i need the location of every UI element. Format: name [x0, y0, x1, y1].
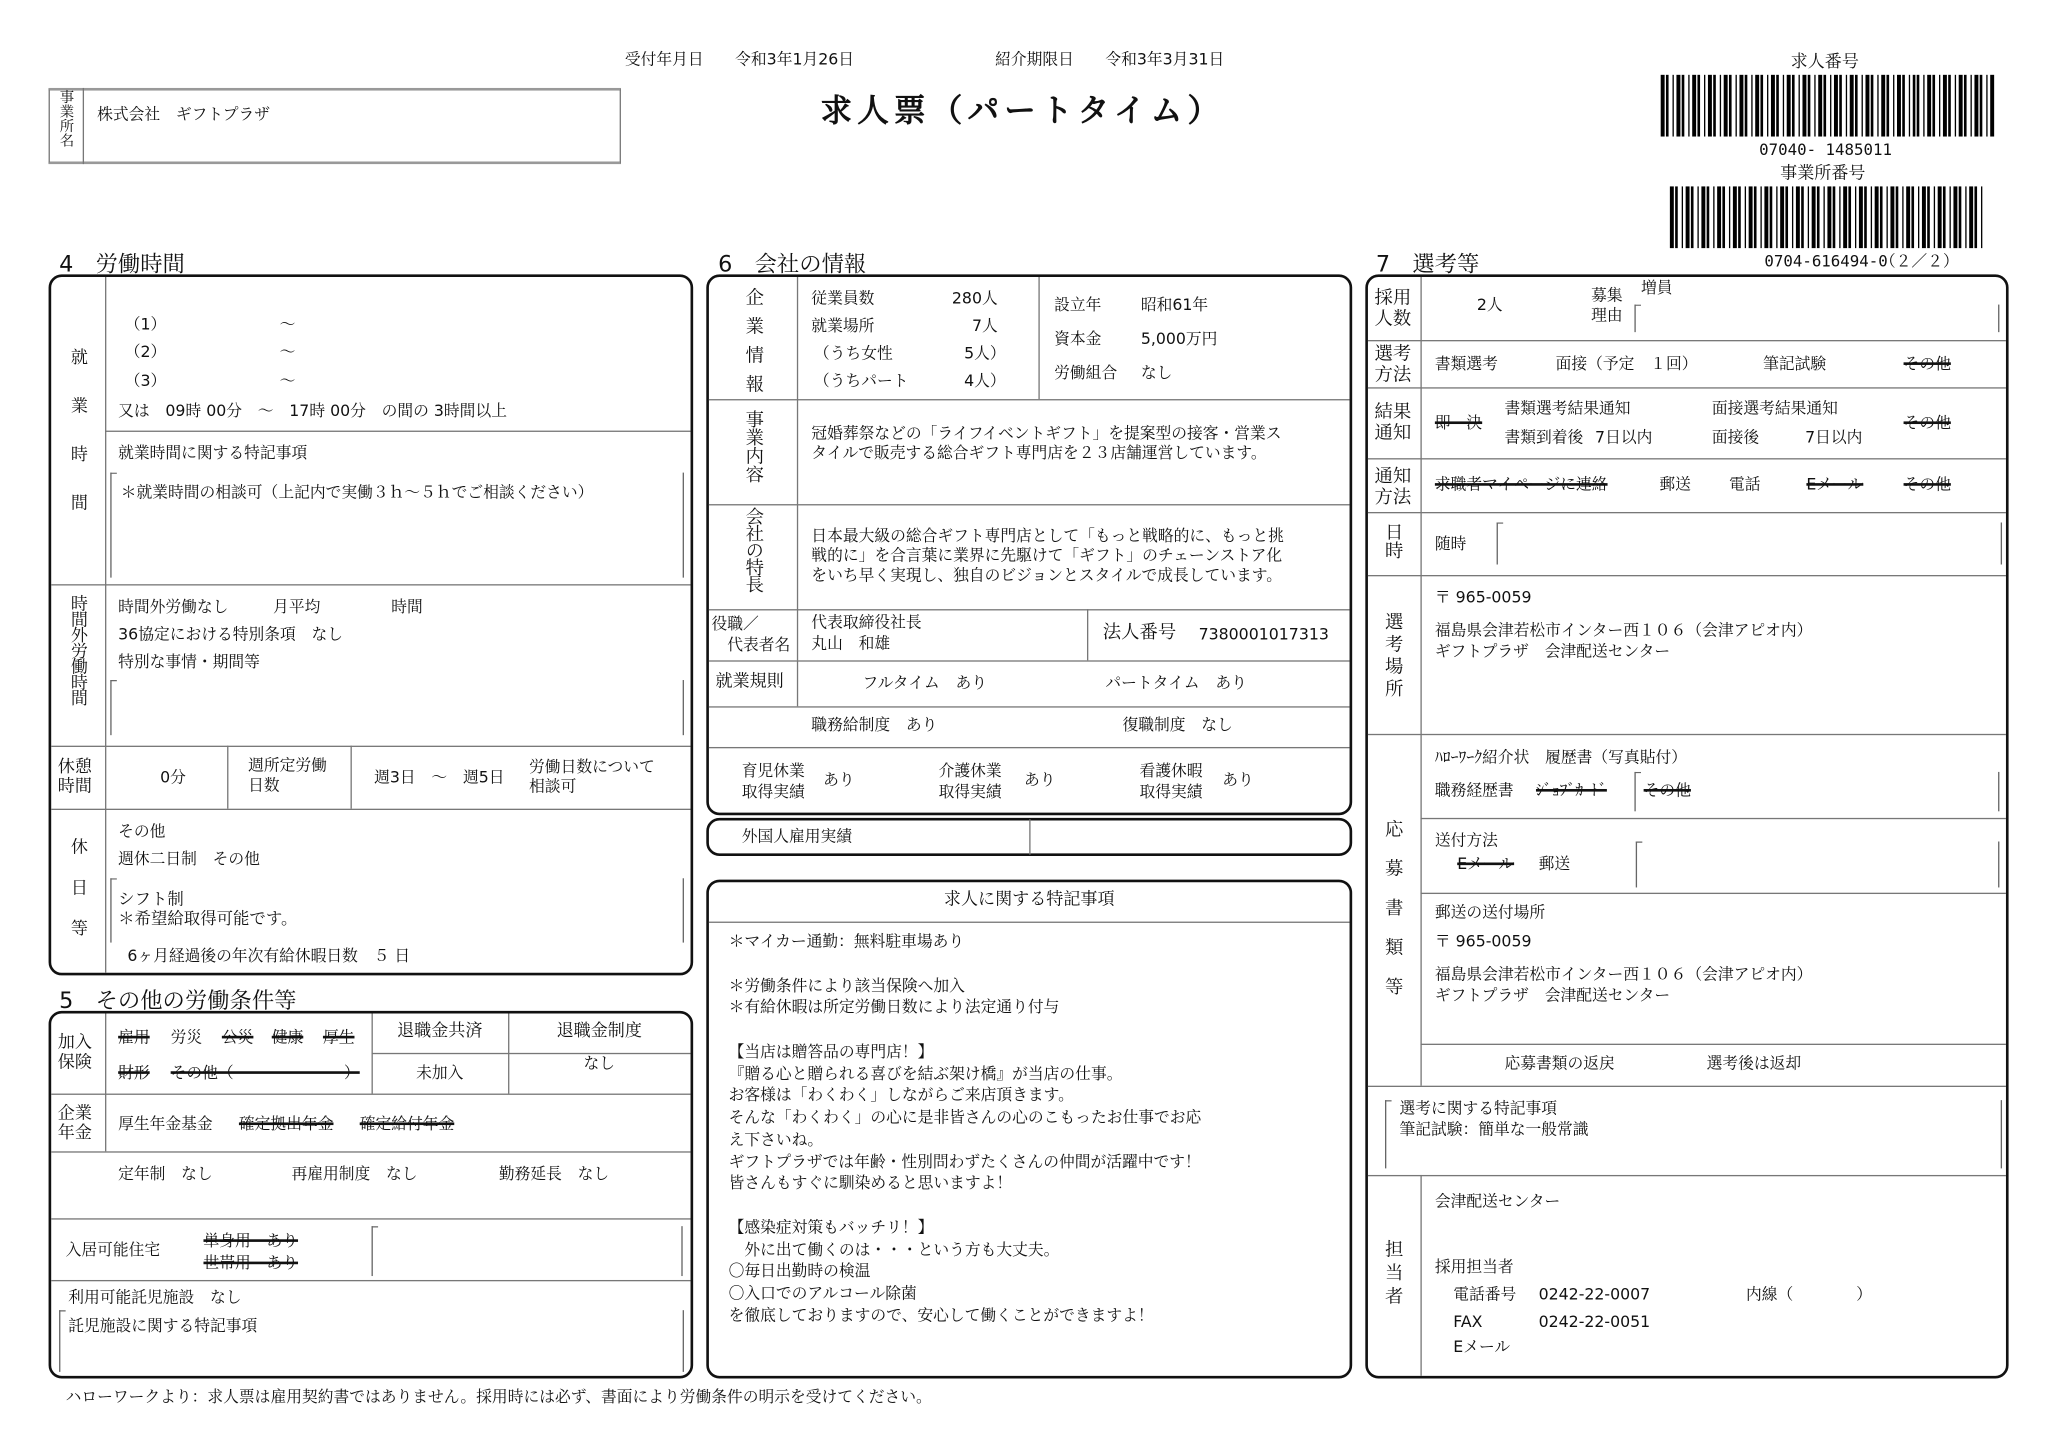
barcode-bar — [1729, 75, 1732, 137]
feature-label: 会社の特長 — [743, 506, 765, 593]
barcode-bar — [1786, 75, 1790, 137]
contact-label: 担当者 — [1382, 1239, 1404, 1311]
barcode-bar — [1934, 186, 1935, 248]
female-count: 5人） — [964, 343, 1006, 363]
barcode-bar — [1943, 186, 1946, 248]
retirement-age: 定年制 なし — [118, 1164, 213, 1183]
deadline-label: 紹介期限日 — [995, 49, 1074, 69]
overtime-avg-unit: 時間 — [391, 597, 423, 616]
barcode-bar — [1670, 186, 1674, 248]
reason-frame — [1634, 305, 1999, 333]
barcode-bar — [1760, 186, 1761, 248]
barcode-bar — [1843, 186, 1847, 248]
send-frame — [1636, 842, 2000, 888]
work-hours-label: 就業時間 — [66, 347, 87, 543]
barcode-bar — [1767, 75, 1768, 137]
company-label: 事業所名 — [57, 89, 75, 148]
insurance-public: 公災 — [221, 1027, 254, 1047]
barcode-bar — [1749, 186, 1753, 248]
result-label: 結果 通知 — [1374, 401, 1412, 444]
barcode-bar — [1717, 186, 1721, 248]
company-name-box — [49, 88, 621, 164]
barcode-bar — [1823, 75, 1826, 137]
received-label: 受付年月日 — [624, 49, 704, 69]
deadline-date: 令和3年3月31日 — [1105, 49, 1225, 69]
barcode-bar — [1908, 75, 1909, 137]
retirement-system-label: 退職金制度 — [556, 1021, 642, 1042]
slot-1: （1） — [124, 315, 167, 334]
mail-address-2: ギフトプラザ 会津配送センター — [1434, 985, 1671, 1005]
overtime-avg-label: 月平均 — [273, 597, 321, 616]
section-7-title: 7 選考等 — [1375, 252, 1480, 279]
barcode-bar — [1975, 75, 1979, 137]
send-post: 郵送 — [1538, 854, 1571, 874]
barcode-bar — [1848, 186, 1851, 248]
flexible-hours: 又は 09時 00分 ～ 17時 00分 の間の 3時間以上 — [118, 401, 507, 421]
extension: 内線（ ） — [1746, 1285, 1873, 1304]
barcode-bar — [1818, 75, 1822, 137]
barcode-bar — [1877, 75, 1878, 137]
pension-fund: 厚生年金基金 — [118, 1114, 213, 1133]
company-info-label: 企業情報 — [743, 287, 765, 404]
fax-label: FAX — [1453, 1312, 1483, 1332]
slot-3-tilde: ～ — [279, 371, 296, 390]
phone-label: 電話番号 — [1453, 1285, 1517, 1304]
method-documents: 書類選考 — [1434, 354, 1498, 373]
representative-label: 役職／ 代表者名 — [711, 614, 791, 654]
barcode-bar — [1849, 75, 1853, 137]
holiday-weekly: 週休二日制 その他 — [118, 849, 260, 868]
work-rules-full: フルタイム あり — [862, 673, 987, 692]
barcode-bar — [1735, 75, 1736, 137]
barcode-bar — [1875, 186, 1879, 248]
selection-box — [1365, 274, 2008, 1378]
barcode-bar — [1886, 75, 1889, 137]
barcode-bar — [1676, 75, 1680, 137]
section-5-title: 5 その他の労働条件等 — [59, 988, 297, 1015]
barcode-bar — [1729, 186, 1730, 248]
reason-label: 募集 理由 — [1591, 286, 1623, 325]
founded-year: 昭和61年 — [1140, 295, 1209, 314]
barcode-bar — [1792, 186, 1793, 248]
barcode-bar — [1814, 75, 1815, 137]
barcode-bar — [1760, 75, 1763, 137]
barcode-bar — [1991, 75, 1995, 137]
break-value: 0分 — [160, 767, 186, 787]
contact-person-label: 採用担当者 — [1434, 1257, 1514, 1277]
barcode-bar — [1812, 186, 1816, 248]
barcode-bar — [1880, 186, 1883, 248]
barcode-bar — [1720, 75, 1721, 137]
sick-leave-label: 看護休暇 取得実績 — [1139, 761, 1203, 801]
job-number-barcode — [1661, 75, 1996, 137]
insurance-health: 健康 — [271, 1027, 304, 1047]
barcode-bar — [1785, 186, 1788, 248]
documents-other: その他 — [1643, 781, 1691, 800]
barcode-bar — [1949, 75, 1952, 137]
childcare-leave-label: 育児休業 取得実績 — [741, 761, 805, 801]
slot-3: （3） — [124, 371, 167, 390]
section-4-title: 4 労働時間 — [59, 252, 185, 279]
method-written-test: 筆記試験 — [1763, 354, 1827, 373]
send-method-label: 送付方法 — [1434, 831, 1498, 850]
barcode-bar — [1672, 75, 1673, 137]
barcode-bar — [1981, 186, 1982, 248]
childcare-note-label: 託児施設に関する特記事項 — [68, 1316, 258, 1336]
method-interview: 面接（予定 １回） — [1555, 354, 1698, 373]
holiday-type: その他 — [118, 821, 166, 841]
place-zip: 〒 965-0059 — [1434, 588, 1532, 607]
barcode-bar — [1987, 75, 1988, 137]
business-label: 事業内容 — [743, 409, 765, 484]
result-doc-label: 書類選考結果通知 — [1504, 399, 1631, 418]
employees-label: 従業員数 — [811, 288, 875, 308]
job-notes-body: ＊マイカー通勤：無料駐車場あり ＊労働条件により該当保険へ加入 ＊有給休暇は所定労働日数により法定通り付与 【当店は贈答品の専門店！】 『贈る心と贈られる喜びを結ぶ架け橋』が当店の仕事。 お客様は「わくわく」しながらご来店頂きます。 そんな「わくわく」の心に是非皆さんの心のこもったお仕事でお応 え下さいね。 ギフトプラザでは年齢・性別問わずたくさんの仲間が活躍中です！ 皆さんもすぐに馴染めると思いますよ！ 【感染症対策もバッチリ！】 外に出て働くのは・・・という方も大丈夫。 〇毎日出勤時の検温 〇入口でのアルコール除菌 を徹底しておりますので、安心して働くことができますよ！ — [728, 932, 1202, 1325]
barcode-bar — [1864, 186, 1867, 248]
barcode-bar — [1798, 75, 1799, 137]
barcode-bar — [1969, 186, 1973, 248]
retirement-mutual-label: 退職金共済 — [397, 1021, 483, 1042]
contact-department: 会津配送センター — [1434, 1192, 1561, 1211]
childcare-facility: 利用可能託児施設 なし — [68, 1287, 242, 1307]
weekly-days: 週3日 ～ 週5日 — [374, 767, 505, 787]
overtime-none: 時間外労働なし — [118, 597, 229, 616]
barcode-bar — [1782, 75, 1783, 137]
documents-label: 応募書類等 — [1382, 819, 1404, 1017]
section-6-title: 6 会社の情報 — [718, 252, 867, 279]
documents-jobcard: ｼﾞｮﾌﾞｶｰﾄﾞ — [1535, 781, 1607, 800]
barcode-bar — [1912, 75, 1916, 137]
barcode-bar — [1692, 75, 1696, 137]
barcode-bar — [1738, 186, 1741, 248]
company-name: 株式会社 ギフトプラザ — [97, 105, 270, 124]
barcode-bar — [1707, 186, 1710, 248]
barcode-bar — [1902, 186, 1903, 248]
email-label: Eメール — [1453, 1337, 1511, 1357]
barcode-bar — [1801, 186, 1804, 248]
barcode-bar — [1796, 186, 1800, 248]
return-label: 応募書類の返戻 — [1504, 1054, 1615, 1073]
corporate-number: 7380001017313 — [1198, 624, 1329, 644]
job-pay-system: 職務給制度 あり — [811, 715, 938, 734]
result-interview-days: 7日以内 — [1805, 427, 1863, 447]
page-title: 求人票（パートタイム） — [820, 91, 1225, 129]
female-label: （うち女性 — [813, 343, 893, 363]
barcode-bar — [1755, 75, 1759, 137]
barcode-bar — [1965, 186, 1966, 248]
barcode-bar — [1917, 75, 1920, 137]
barcode-bar — [1661, 75, 1665, 137]
part-label: （うちパート — [813, 371, 909, 390]
barcode-bar — [1959, 75, 1963, 137]
barcode-bar — [1918, 186, 1919, 248]
barcode-bar — [1675, 186, 1678, 248]
insurance-other: その他（ ） — [170, 1063, 360, 1082]
barcode-bar — [1859, 186, 1863, 248]
date-value: 随時 — [1434, 534, 1467, 553]
result-doc-when: 書類到着後 — [1504, 427, 1584, 447]
received-date: 令和3年1月26日 — [735, 49, 855, 69]
job-notes-title: 求人に関する特記事項 — [943, 890, 1115, 910]
slot-2: （2） — [124, 342, 167, 362]
part-count: 4人） — [964, 371, 1006, 390]
barcode-bar — [1733, 186, 1737, 248]
barcode-bar — [1944, 75, 1948, 137]
paid-leave: 6ヶ月経過後の年次有給休暇日数 ５ 日 — [127, 946, 411, 965]
barcode-bar — [1704, 75, 1705, 137]
barcode-bar — [1834, 75, 1838, 137]
feature-line-3: をいち早く実現し、独自のビジョンとスタイルで成長しています。 — [811, 565, 1283, 585]
result-interview-when: 面接後 — [1711, 427, 1760, 447]
housing-frame — [372, 1226, 683, 1276]
barcode-bar — [1744, 75, 1747, 137]
barcode-bar — [1980, 75, 1983, 137]
barcode-bar — [1739, 75, 1743, 137]
barcode-bar — [1871, 186, 1872, 248]
barcode-bar — [1896, 75, 1900, 137]
result-interview-label: 面接選考結果通知 — [1711, 399, 1838, 418]
retirement-system-value: なし — [583, 1054, 616, 1073]
barcode-bar — [1771, 75, 1775, 137]
mail-label: 郵送の送付場所 — [1434, 903, 1546, 922]
barcode-bar — [1906, 186, 1910, 248]
barcode-bar — [1839, 75, 1842, 137]
barcode-bar — [1708, 75, 1712, 137]
barcode-bar — [1933, 75, 1936, 137]
barcode-bar — [1971, 75, 1972, 137]
work-rules-label: 就業規則 — [715, 672, 784, 692]
notify-phone: 電話 — [1728, 475, 1761, 494]
barcode-bar — [1724, 75, 1728, 137]
notify-post: 郵送 — [1659, 475, 1691, 494]
overtime-frame — [110, 680, 684, 735]
barcode-bar — [1830, 75, 1831, 137]
housing-label: 入居可能住宅 — [65, 1240, 161, 1259]
barcode-bar — [1892, 75, 1893, 137]
barcode-bar — [1974, 186, 1977, 248]
housing-family: 世帯用 あり — [203, 1253, 299, 1273]
barcode-bar — [1807, 75, 1810, 137]
fax-number: 0242-22-0051 — [1538, 1312, 1651, 1332]
result-immediate: 即 決 — [1434, 413, 1483, 432]
barcode-bar — [1780, 186, 1784, 248]
hires-count: 2人 — [1476, 295, 1503, 314]
date-label: 日時 — [1382, 522, 1404, 560]
barcode-bar — [1886, 186, 1887, 248]
barcode-bar — [1776, 75, 1779, 137]
pension-dc: 確定拠出年金 — [238, 1114, 334, 1133]
barcode-bar — [1959, 186, 1962, 248]
barcode-bar — [1839, 186, 1840, 248]
result-doc-days: 7日以内 — [1595, 427, 1653, 447]
special-circumstances: 特別な事情・期間等 — [118, 652, 260, 671]
capital: 5,000万円 — [1140, 329, 1218, 348]
office-number-barcode — [1670, 186, 1985, 248]
barcode-bar — [1950, 186, 1951, 248]
barcode-bar — [1713, 75, 1716, 137]
mail-address-1: 福島県会津若松市インター西１０６（会津アピオ内） — [1434, 964, 1813, 984]
notify-email: Eメール — [1806, 475, 1864, 494]
foreign-employment-label: 外国人雇用実績 — [741, 827, 853, 846]
sick-leave: あり — [1222, 770, 1254, 789]
reason: 増員 — [1641, 278, 1673, 297]
barcode-bar — [1938, 186, 1942, 248]
employees-count: 280人 — [951, 288, 998, 308]
nursing-leave: あり — [1023, 770, 1056, 789]
work-note: ＊就業時間の相談可（上記内で実働３ｈ～５ｈでご相談ください） — [120, 483, 594, 502]
work-extension: 勤務延長 なし — [498, 1164, 610, 1183]
phone-number: 0242-22-0007 — [1538, 1285, 1651, 1304]
selection-note: 筆記試験：簡単な一般常識 — [1399, 1119, 1589, 1139]
barcode-bar — [1940, 75, 1941, 137]
holiday-note: シフト制 ＊希望給取得可能です。 — [118, 888, 298, 929]
childcare-leave: あり — [823, 770, 855, 789]
union-label: 労働組合 — [1054, 363, 1118, 383]
slot-2-tilde: ～ — [279, 342, 296, 362]
barcode-bar — [1666, 75, 1669, 137]
weekly-days-label: 週所定労働 日数 — [248, 756, 327, 795]
representative-title: 代表取締役社長 — [811, 613, 922, 632]
barcode-bar — [1688, 75, 1689, 137]
feature-line-2: 戦的に」を合言葉に業界に先駆けて「ギフト」のチェーンストア化 — [811, 546, 1283, 565]
work-rules-part: パートタイム あり — [1105, 673, 1247, 692]
barcode-bar — [1861, 75, 1862, 137]
barcode-bar — [1713, 186, 1714, 248]
place-label: 選考場所 — [1382, 611, 1404, 702]
rehire-system: 再雇用制度 なし — [291, 1164, 418, 1183]
barcode-bar — [1802, 75, 1806, 137]
job-number-label: 求人番号 — [1790, 52, 1859, 73]
barcode-bar — [1833, 186, 1836, 248]
barcode-bar — [1751, 75, 1752, 137]
barcode-bar — [1754, 186, 1757, 248]
documents-cv: 職務経歴書 — [1434, 781, 1514, 800]
job-number: 07040- 1485011 — [1759, 140, 1892, 159]
barcode-bar — [1870, 75, 1873, 137]
footer-notice: ハローワークより：求人票は雇用契約書ではありません。採用時には必ず、書面により労働条件の明示を受けてください。 — [65, 1387, 932, 1407]
retirement-mutual-value: 未加入 — [416, 1063, 464, 1082]
barcode-bar — [1924, 75, 1925, 137]
office-number: 0704-616494-0 — [1764, 252, 1888, 271]
barcode-bar — [1845, 75, 1846, 137]
holiday-label: 休日等 — [66, 837, 87, 960]
barcode-bar — [1682, 186, 1683, 248]
page-indicator: （２／２） — [1879, 252, 1959, 271]
office-number-label: 事業所番号 — [1780, 164, 1866, 184]
work-note-label: 就業時間に関する特記事項 — [118, 443, 308, 463]
barcode-bar — [1896, 186, 1899, 248]
barcode-bar — [1902, 75, 1905, 137]
nursing-leave-label: 介護休業 取得実績 — [938, 761, 1002, 801]
overtime-label: 時間外労働時間 — [66, 594, 87, 705]
barcode-bar — [1770, 186, 1773, 248]
insurance-pension: 厚生 — [322, 1027, 355, 1047]
method-other: その他 — [1903, 354, 1951, 373]
date-frame — [1497, 522, 2002, 564]
break-label: 休憩 時間 — [57, 757, 92, 797]
insurance-workers-comp: 労災 — [170, 1027, 203, 1047]
barcode-bar — [1927, 186, 1930, 248]
weekly-days-note: 労働日数について 相談可 — [529, 757, 655, 796]
barcode-bar — [1823, 186, 1824, 248]
corporate-number-label: 法人番号 — [1102, 622, 1177, 644]
barcode-bar — [1701, 186, 1705, 248]
insurance-savings: 財形 — [118, 1063, 150, 1082]
barcode-bar — [1764, 186, 1768, 248]
union: なし — [1140, 363, 1173, 383]
notify-label: 通知 方法 — [1374, 466, 1412, 509]
mail-zip: 〒 965-0059 — [1434, 932, 1532, 951]
selection-note-label: 選考に関する特記事項 — [1399, 1098, 1558, 1118]
method-label: 選考 方法 — [1374, 343, 1412, 386]
notify-other: その他 — [1903, 475, 1951, 494]
barcode-bar — [1953, 186, 1957, 248]
insurance-label: 加入 保険 — [57, 1033, 92, 1073]
pension-db: 確定給付年金 — [359, 1114, 455, 1133]
article-36: 36協定における特別条項 なし — [118, 624, 344, 644]
barcode-bar — [1827, 186, 1831, 248]
barcode-bar — [1890, 186, 1894, 248]
barcode-bar — [1808, 186, 1809, 248]
barcode-bar — [1722, 186, 1725, 248]
barcode-bar — [1745, 186, 1746, 248]
barcode-bar — [1922, 186, 1926, 248]
barcode-bar — [1682, 75, 1685, 137]
barcode-bar — [1955, 75, 1956, 137]
barcode-bar — [1817, 186, 1820, 248]
business-line-1: 冠婚葬祭などの「ライフイベントギフト」を提案型の接客・営業ス — [811, 424, 1282, 443]
site-count: 7人 — [971, 316, 998, 335]
hires-label: 採用 人数 — [1374, 287, 1412, 330]
feature-line-1: 日本最大級の総合ギフト専門店として「もっと戦略的に、もっと挑 — [811, 526, 1284, 545]
barcode-bar — [1691, 186, 1694, 248]
pension-label: 企業 年金 — [57, 1104, 92, 1144]
founded-label: 設立年 — [1054, 295, 1102, 314]
return-value: 選考後は返却 — [1706, 1054, 1802, 1073]
barcode-bar — [1697, 75, 1700, 137]
barcode-bar — [1911, 186, 1914, 248]
place-address-2: ギフトプラザ 会津配送センター — [1434, 641, 1671, 661]
capital-label: 資本金 — [1054, 329, 1102, 348]
business-line-2: タイルで販売する総合ギフト専門店を２３店舗運営しています。 — [811, 443, 1267, 463]
barcode-bar — [1928, 75, 1932, 137]
barcode-bar — [1855, 186, 1856, 248]
site-label: 就業場所 — [811, 316, 875, 335]
notify-mypage: 求職者マイページに連絡 — [1434, 475, 1608, 494]
barcode-bar — [1865, 75, 1869, 137]
barcode-bar — [1792, 75, 1795, 137]
send-email: Eメール — [1457, 854, 1515, 874]
result-other: その他 — [1903, 413, 1951, 432]
reinstatement-system: 復職制度 なし — [1122, 715, 1233, 734]
representative-name: 丸山 和雄 — [811, 634, 891, 653]
housing-single: 単身用 あり — [203, 1231, 299, 1250]
barcode-bar — [1881, 75, 1885, 137]
place-address-1: 福島県会津若松市インター西１０６（会津アピオ内） — [1434, 620, 1813, 640]
barcode-bar — [1854, 75, 1857, 137]
insurance-employment: 雇用 — [118, 1027, 150, 1047]
slot-1-tilde: ～ — [279, 315, 296, 334]
barcode-bar — [1776, 186, 1777, 248]
documents-line-1: ﾊﾛｰﾜｰｸ紹介状 履歴書（写真貼付） — [1434, 748, 1687, 767]
barcode-bar — [1686, 186, 1690, 248]
barcode-bar — [1697, 186, 1698, 248]
barcode-bar — [1964, 75, 1967, 137]
